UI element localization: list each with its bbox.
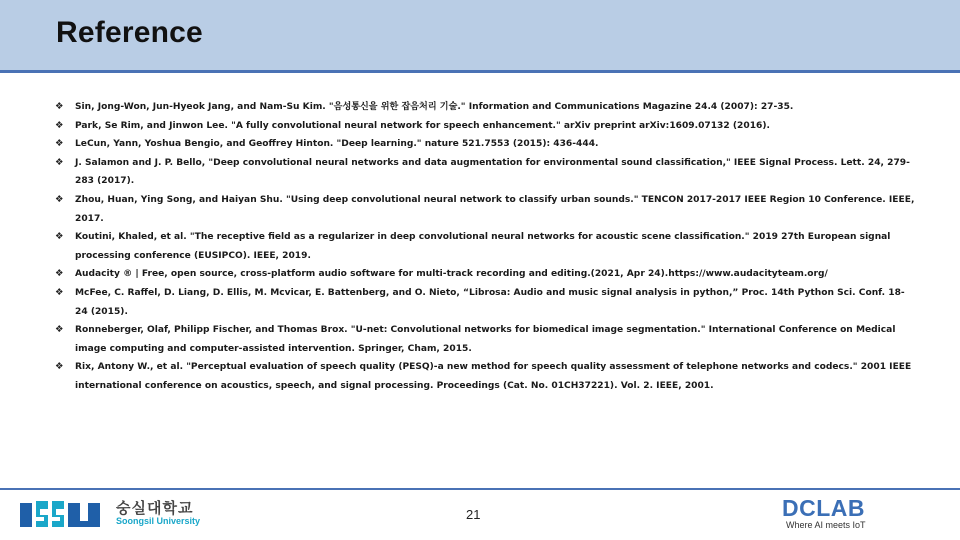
reference-item [55, 154, 915, 191]
reference-item [55, 321, 915, 358]
reference-text: Ronneberger, Olaf, Philipp Fischer, and Thomas Brox. "U-net: Convolutional networks for biomedical image segmentation." International Conference on Medical image computing and computer-assisted intervention. Springer, Cham, 2015. [75, 325, 896, 354]
diamond-bullet-icon: ❖ [55, 231, 64, 243]
diamond-bullet-icon: ❖ [55, 138, 64, 150]
diamond-bullet-icon: ❖ [55, 324, 64, 336]
reference-item [55, 228, 915, 265]
reference-text: Rix, Antony W., et al. "Perceptual evaluation of speech quality (PESQ)-a new method for speech quality assessment of telephone networks and codecs." 2001 IEEE international conference on acoustics, speech, and signal processing. Proceedings (Cat. No. 01CH37221). Vol. 2. IEEE, 2001. [75, 362, 912, 391]
reference-text: McFee, C. Raffel, D. Liang, D. Ellis, M. Mcvicar, E. Battenberg, and O. Nieto, “Librosa: Audio and music signal analysis in python,” Proc. 14th Python Sci. Conf. 18-24 (2015). [75, 287, 905, 317]
reference-item [55, 191, 915, 228]
diamond-bullet-icon: ❖ [55, 193, 64, 205]
university-name-korean: 숭실대학교 [116, 499, 194, 517]
reference-text: Zhou, Huan, Ying Song, and Haiyan Shu. "Using deep convolutional neural network to classify urban sounds." TENCON 2017-2017 IEEE Region 10 Conference. IEEE, 2017. [75, 194, 915, 224]
reference-text: LeCun, Yann, Yoshua Bengio, and Geoffrey Hinton. "Deep learning." nature 521.7553 (2015): 436-444. [75, 139, 599, 150]
ssu-logo-icon [18, 497, 112, 531]
page-number: 21 [466, 507, 481, 522]
reference-text: Koutini, Khaled, et al. "The receptive field as a regularizer in deep convolutional neural networks for acoustic scene classification." 2019 27th European signal processing conference (EUSIPCO). IEEE, 2019. [75, 232, 891, 261]
reference-item [55, 98, 915, 117]
reference-text: Audacity ® | Free, open source, cross-platform audio software for multi-track recording and editing.(2021, Apr 24).https://www.audacityteam.org/ [75, 269, 828, 280]
reference-item [55, 265, 915, 284]
lab-tagline: Where AI meets IoT [786, 520, 866, 530]
diamond-bullet-icon: ❖ [55, 286, 64, 298]
university-name-english: Soongsil University [116, 516, 201, 526]
lab-name: DCLAB [782, 495, 865, 521]
diamond-bullet-icon: ❖ [55, 361, 64, 373]
diamond-bullet-icon: ❖ [55, 268, 64, 280]
reference-item [55, 358, 915, 395]
reference-text: Park, Se Rim, and Jinwon Lee. "A fully convolutional neural network for speech enhancement." arXiv preprint arXiv:1609.07132 (2016). [75, 120, 770, 131]
header-divider [0, 70, 960, 73]
diamond-bullet-icon: ❖ [55, 119, 64, 131]
reference-item [55, 284, 915, 321]
slide-title: Reference [56, 16, 203, 49]
footer-divider [0, 488, 960, 490]
reference-list [55, 98, 915, 396]
reference-text: J. Salamon and J. P. Bello, "Deep convolutional neural networks and data augmentation for environmental sound classification," IEEE Signal Process. Lett. 24, 279-283 (2017). [75, 157, 910, 187]
reference-item [55, 117, 915, 136]
diamond-bullet-icon: ❖ [55, 101, 64, 112]
reference-text: Sin, Jong-Won, Jun-Hyeok Jang, and Nam-Su Kim. "음성통신을 위한 잡음처리 기술." Information and Communications Magazine 24.4 (2007): 27-35. [75, 102, 794, 112]
reference-item [55, 135, 915, 154]
diamond-bullet-icon: ❖ [55, 156, 64, 168]
university-logo [18, 497, 218, 531]
lab-logo [780, 495, 880, 535]
